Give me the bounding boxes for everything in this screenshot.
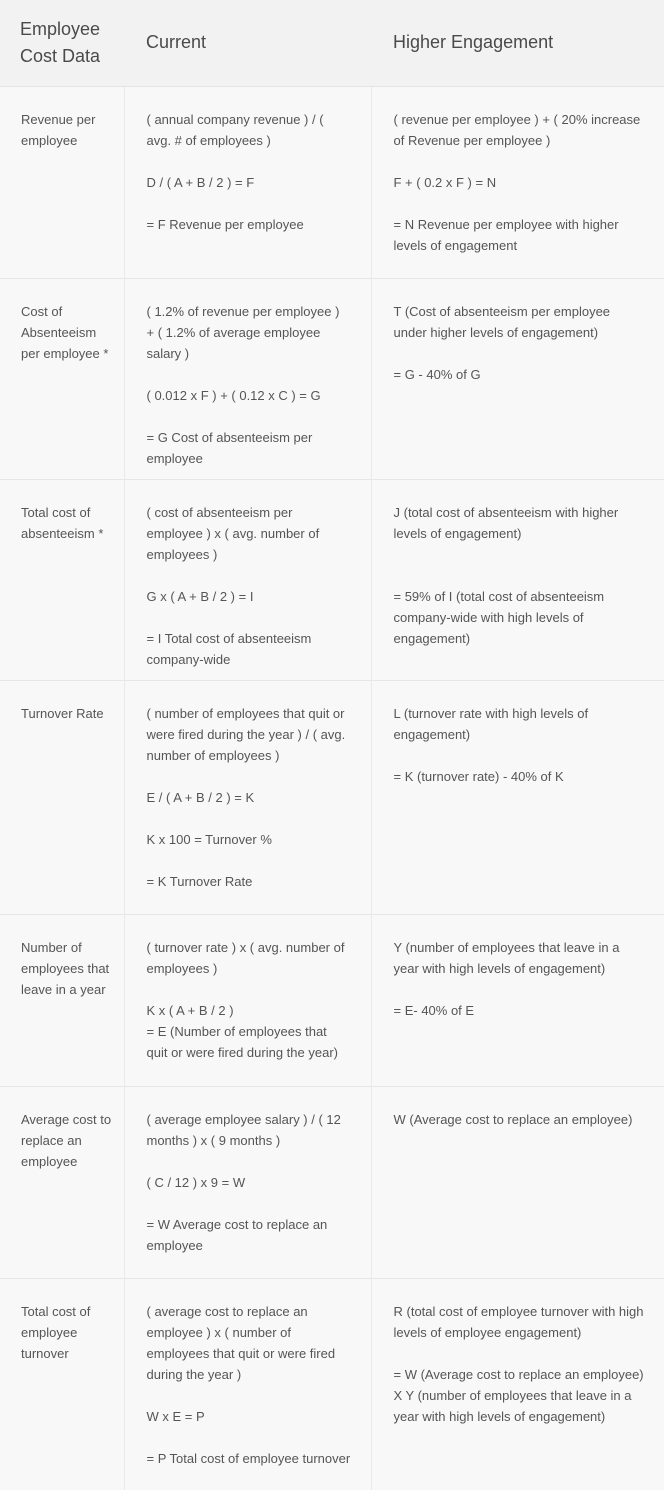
higher-engagement-cell xyxy=(371,1278,664,1490)
spacer xyxy=(147,808,351,829)
formula-line: = W Average cost to replace an employee xyxy=(146,1216,328,1253)
row-label: Total cost of absenteeism * xyxy=(0,479,124,680)
current-cell xyxy=(124,1086,371,1278)
spacer xyxy=(147,850,351,871)
formula-line: D / ( A + B / 2 ) = F xyxy=(146,174,255,190)
formula-line: = W (Average cost to replace an employee) xyxy=(393,1366,644,1382)
formula-line: ( average employee salary ) / ( 12 months ) x ( 9 months ) xyxy=(146,1111,341,1148)
spacer xyxy=(147,979,351,1000)
formula-line: ( C / 12 ) x 9 = W xyxy=(146,1174,246,1190)
formula-line: ( cost of absenteeism per employee ) x ( avg. number of employees ) xyxy=(146,504,320,562)
formula-line: = E (Number of employees that quit or were fired during the year) xyxy=(146,1023,338,1060)
higher-engagement-cell xyxy=(371,1086,664,1278)
row-label: Revenue per employee xyxy=(0,86,124,278)
formula-line: W x E = P xyxy=(146,1408,205,1424)
formula-line: = K Turnover Rate xyxy=(146,873,253,889)
current-cell xyxy=(124,680,371,914)
formula-line: = I Total cost of absenteeism company-wide xyxy=(146,630,312,667)
table-row xyxy=(0,479,664,680)
row-label: Total cost of employee turnover xyxy=(0,1278,124,1490)
table-row xyxy=(0,680,664,914)
table-header xyxy=(0,0,664,86)
formula-line: X Y (number of employees that leave in a year with high levels of engagement) xyxy=(393,1387,632,1424)
table-row xyxy=(0,914,664,1086)
formula-line: R (total cost of employee turnover with high levels of employee engagement) xyxy=(393,1303,644,1340)
formula-line: ( 1.2% of revenue per employee ) + ( 1.2% of average employee salary ) xyxy=(146,303,340,361)
spacer xyxy=(147,607,351,628)
current-cell xyxy=(124,479,371,680)
formula-line: = G - 40% of G xyxy=(393,366,481,382)
formula-line: Y (number of employees that leave in a year with high levels of engagement) xyxy=(393,939,620,976)
header-row xyxy=(0,0,664,86)
formula-line: E / ( A + B / 2 ) = K xyxy=(146,789,255,805)
row-label: Cost of Absenteeism per employee * xyxy=(0,278,124,479)
table-row xyxy=(0,278,664,479)
table-body xyxy=(0,86,664,1490)
formula-line: = G Cost of absenteeism per employee xyxy=(146,429,313,466)
table-row xyxy=(0,86,664,278)
spacer xyxy=(147,193,351,214)
current-cell xyxy=(124,86,371,278)
formula-line: T (Cost of absenteeism per employee under higher levels of engagement) xyxy=(393,303,611,340)
spacer xyxy=(147,565,351,586)
spacer xyxy=(147,364,351,385)
spacer xyxy=(394,745,645,766)
spacer xyxy=(147,1151,351,1172)
spacer xyxy=(147,1385,351,1406)
higher-engagement-cell xyxy=(371,278,664,479)
formula-line: G x ( A + B / 2 ) = I xyxy=(146,588,254,604)
spacer xyxy=(394,979,645,1000)
current-cell xyxy=(124,1278,371,1490)
header-higher-engagement: Higher Engagement xyxy=(371,0,664,86)
header-employee-cost-data: Employee Cost Data xyxy=(0,0,124,86)
formula-line: J (total cost of absenteeism with higher levels of engagement) xyxy=(393,504,619,541)
formula-line: ( number of employees that quit or were fired during the year ) / ( avg. number of employees ) xyxy=(146,705,346,763)
formula-line: F + ( 0.2 x F ) = N xyxy=(393,174,497,190)
higher-engagement-cell xyxy=(371,479,664,680)
formula-line: ( 0.012 x F ) + ( 0.12 x C ) = G xyxy=(146,387,321,403)
formula-line: K x 100 = Turnover % xyxy=(146,831,272,847)
formula-line: W (Average cost to replace an employee) xyxy=(393,1111,633,1127)
spacer xyxy=(394,565,645,586)
row-label: Average cost to replace an employee xyxy=(0,1086,124,1278)
formula-line: K x ( A + B / 2 ) xyxy=(146,1002,234,1018)
formula-line: ( annual company revenue ) / ( avg. # of employees ) xyxy=(146,111,324,148)
table-row xyxy=(0,1278,664,1490)
spacer xyxy=(147,1427,351,1448)
formula-line: = E- 40% of E xyxy=(393,1002,475,1018)
spacer xyxy=(147,1193,351,1214)
higher-engagement-cell xyxy=(371,914,664,1086)
formula-line: ( revenue per employee ) + ( 20% increase of Revenue per employee ) xyxy=(393,111,641,148)
spacer xyxy=(147,766,351,787)
current-cell xyxy=(124,278,371,479)
row-label: Number of employees that leave in a year xyxy=(0,914,124,1086)
current-cell xyxy=(124,914,371,1086)
higher-engagement-cell xyxy=(371,680,664,914)
row-label: Turnover Rate xyxy=(0,680,124,914)
higher-engagement-cell xyxy=(371,86,664,278)
formula-line: ( turnover rate ) x ( avg. number of employees ) xyxy=(146,939,345,976)
spacer xyxy=(147,406,351,427)
formula-line: ( average cost to replace an employee ) x ( number of employees that quit or were fired during the year ) xyxy=(146,1303,336,1382)
spacer xyxy=(394,544,645,565)
formula-line: = 59% of I (total cost of absenteeism company-wide with high levels of engagement) xyxy=(393,588,605,646)
formula-line: L (turnover rate with high levels of engagement) xyxy=(393,705,589,742)
spacer xyxy=(147,151,351,172)
spacer xyxy=(394,1343,645,1364)
formula-line: = K (turnover rate) - 40% of K xyxy=(393,768,564,784)
formula-line: = N Revenue per employee with higher levels of engagement xyxy=(393,216,619,253)
spacer xyxy=(394,343,645,364)
formula-line: = P Total cost of employee turnover xyxy=(146,1450,351,1466)
formula-line: = F Revenue per employee xyxy=(146,216,304,232)
spacer xyxy=(394,193,645,214)
spacer xyxy=(394,151,645,172)
table-row xyxy=(0,1086,664,1278)
header-current: Current xyxy=(124,0,371,86)
